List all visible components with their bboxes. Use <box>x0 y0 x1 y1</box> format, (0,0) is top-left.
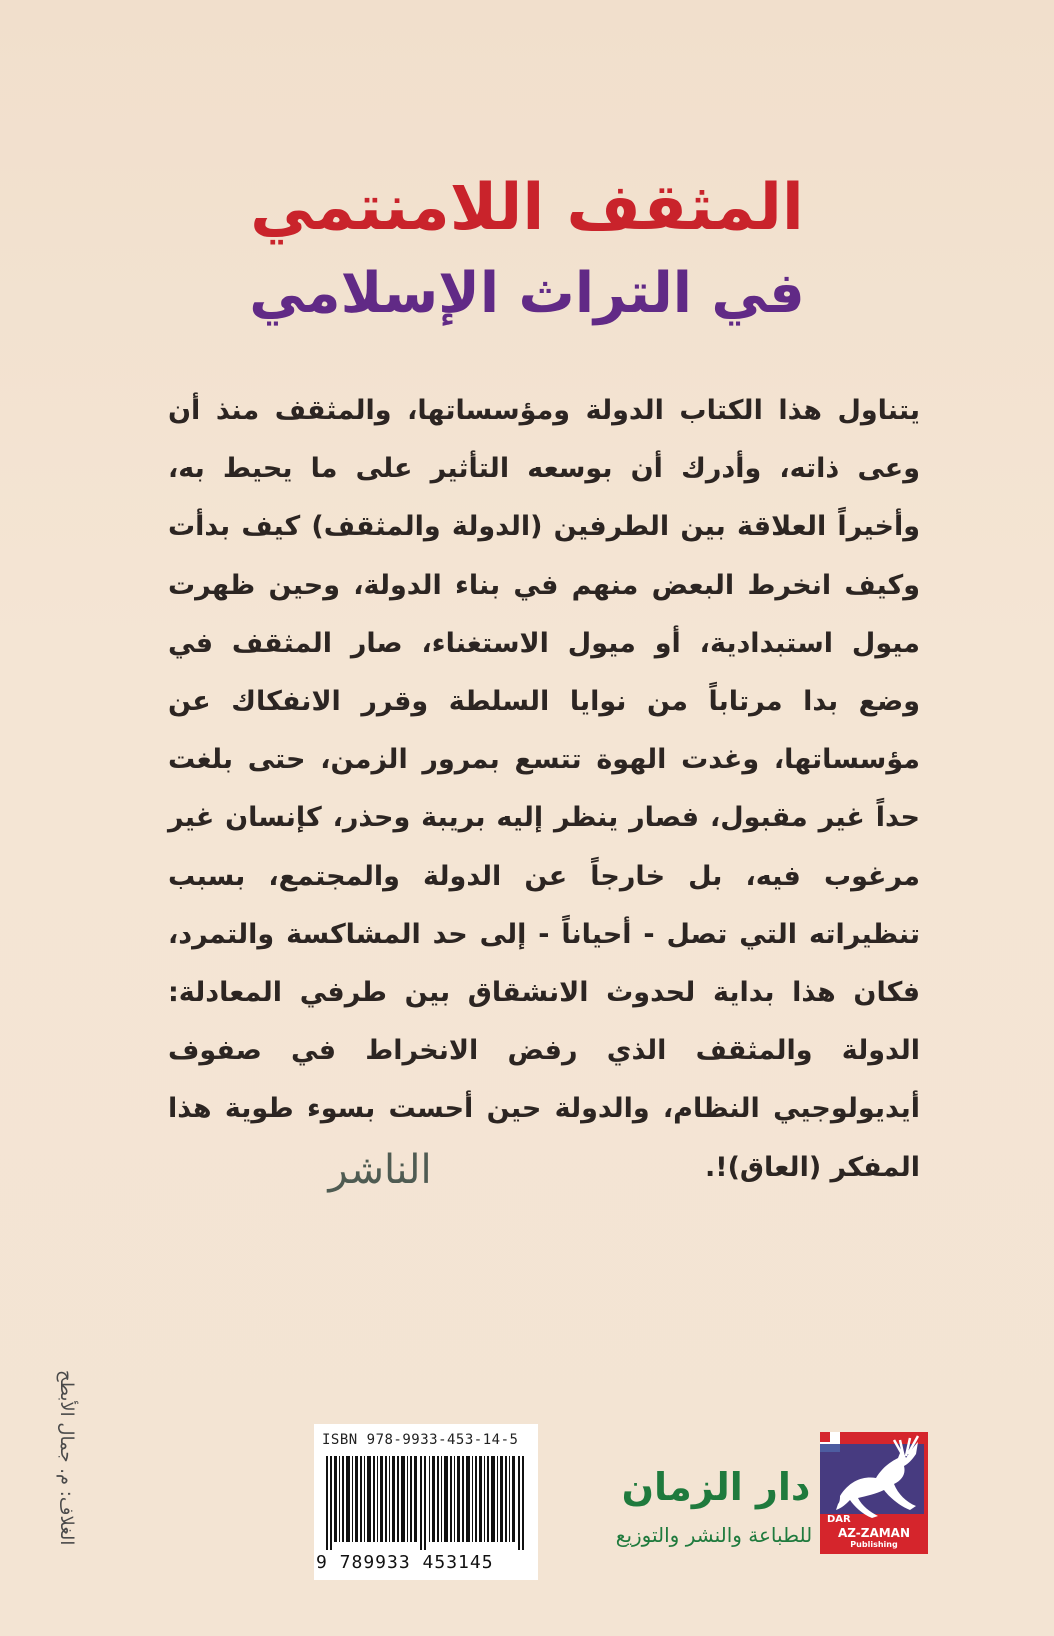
blurb-paragraph: يتناول هذا الكتاب الدولة ومؤسساتها، والمثقف منذ أن وعى ذاته، وأدرك أن بوسعه التأثير على ما يحيط به، وأخيراً العلاقة بين الطرفين (الدولة والمثقف) كيف بدأت وكيف انخرط البعض منهم في بناء الدولة، وحين ظهرت ميول استبدادية، أو ميول الاستغناء، صار المثقف في وضع بدا مرتاباً من نوايا السلطة وقرر الانفكاك عن مؤسساتها، وغدت الهوة تتسع بمرور الزمن، حتى بلغت حداً غير مقبول، فصار ينظر إليه بريبة وحذر، كإنسان غير مرغوب فيه، بل خارجاً عن الدولة والمجتمع، بسبب تنظيراته التي تصل - أحياناً - إلى حد المشاكسة والتمرد، فكان هذا بداية لحدوث الانشقاق بين طرفي المعادلة: الدولة والمثقف الذي رفض الانخراط في صفوف أيديولوجيي النظام، والدولة حين أحست بسوء طوية هذا المفكر (العاق)!. <box>168 395 920 1183</box>
ean-digits: 9 789933 453145 <box>316 1552 494 1573</box>
publisher-logo <box>820 1418 928 1554</box>
logo-name-text: AZ-ZAMAN <box>837 1526 911 1540</box>
barcode-icon <box>322 1456 530 1550</box>
isbn-label: ISBN 978-9933-453-14-5 <box>322 1432 519 1448</box>
isbn-barcode-block <box>314 1424 538 1580</box>
publisher-signature: الناشر <box>328 1147 432 1193</box>
publisher-name: دار الزمان <box>621 1465 811 1509</box>
logo-publishing-text: Publishing <box>850 1540 898 1549</box>
cover-designer-credit: الغلاف: م. جمال الأبطح <box>56 1369 77 1545</box>
logo-dar-text: DAR <box>827 1514 851 1525</box>
book-title: المثقف اللامنتمي <box>250 171 804 245</box>
book-subtitle: في التراث الإسلامي <box>249 261 805 326</box>
publisher-tagline: للطباعة والنشر والتوزيع <box>615 1523 813 1547</box>
